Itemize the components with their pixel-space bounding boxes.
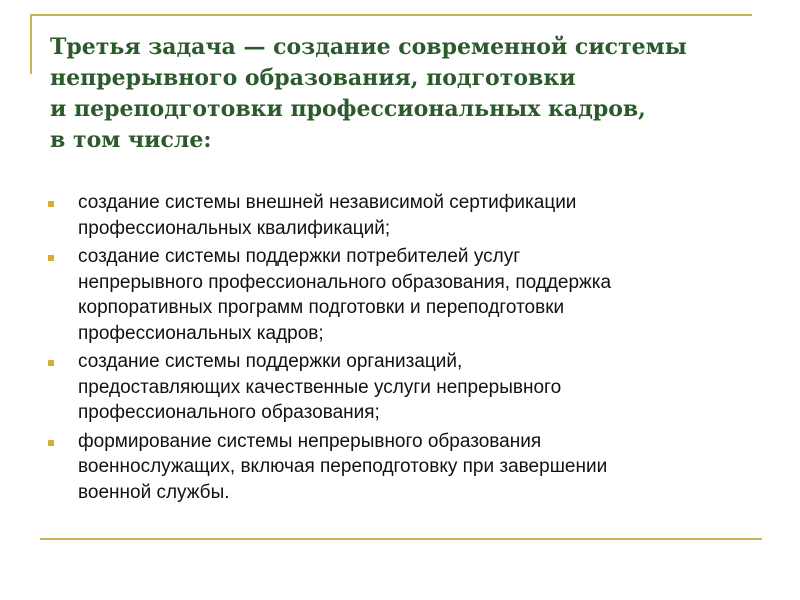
square-bullet-icon (48, 201, 54, 207)
bullet-line: профессиональных кадров; (78, 322, 324, 344)
bullet-item (46, 190, 766, 241)
bullet-text (78, 429, 766, 506)
square-bullet-icon (48, 360, 54, 366)
title-line: Третья задача — создание современной системы (50, 34, 687, 60)
bullet-item (46, 429, 766, 506)
title-line: и переподготовки профессиональных кадров, (50, 96, 646, 122)
left-rule (30, 14, 32, 74)
bullet-line: профессионального образования; (78, 402, 380, 423)
bullet-line: создание системы поддержки потребителей услуг (78, 246, 521, 267)
bullet-text (78, 349, 766, 426)
bullet-line: военной службы. (78, 481, 230, 503)
bullet-line: создание системы поддержки организаций, (78, 351, 463, 372)
bullet-text (78, 244, 766, 346)
top-rule (30, 14, 752, 16)
bottom-rule (40, 538, 762, 540)
bullet-line: непрерывного профессионального образования, поддержка (78, 271, 612, 293)
square-bullet-icon (48, 440, 54, 446)
bullet-item (46, 244, 766, 346)
bullet-line: корпоративных программ подготовки и переподготовки (78, 297, 565, 318)
square-bullet-icon (48, 255, 54, 261)
bullet-list (46, 190, 766, 508)
bullet-text (78, 190, 766, 241)
bullet-line: создание системы внешней независимой сертификации (78, 192, 577, 213)
bullet-line: военнослужащих, включая переподготовку при завершении (78, 456, 608, 477)
bullet-line: профессиональных квалификаций; (78, 217, 391, 239)
slide-title (50, 32, 770, 156)
bullet-line: формирование системы непрерывного образования (78, 430, 542, 452)
title-line: в том числе: (50, 127, 212, 153)
title-line: непрерывного образования, подготовки (50, 65, 576, 91)
bullet-line: предоставляющих качественные услуги непрерывного (78, 376, 562, 398)
bullet-item (46, 349, 766, 426)
